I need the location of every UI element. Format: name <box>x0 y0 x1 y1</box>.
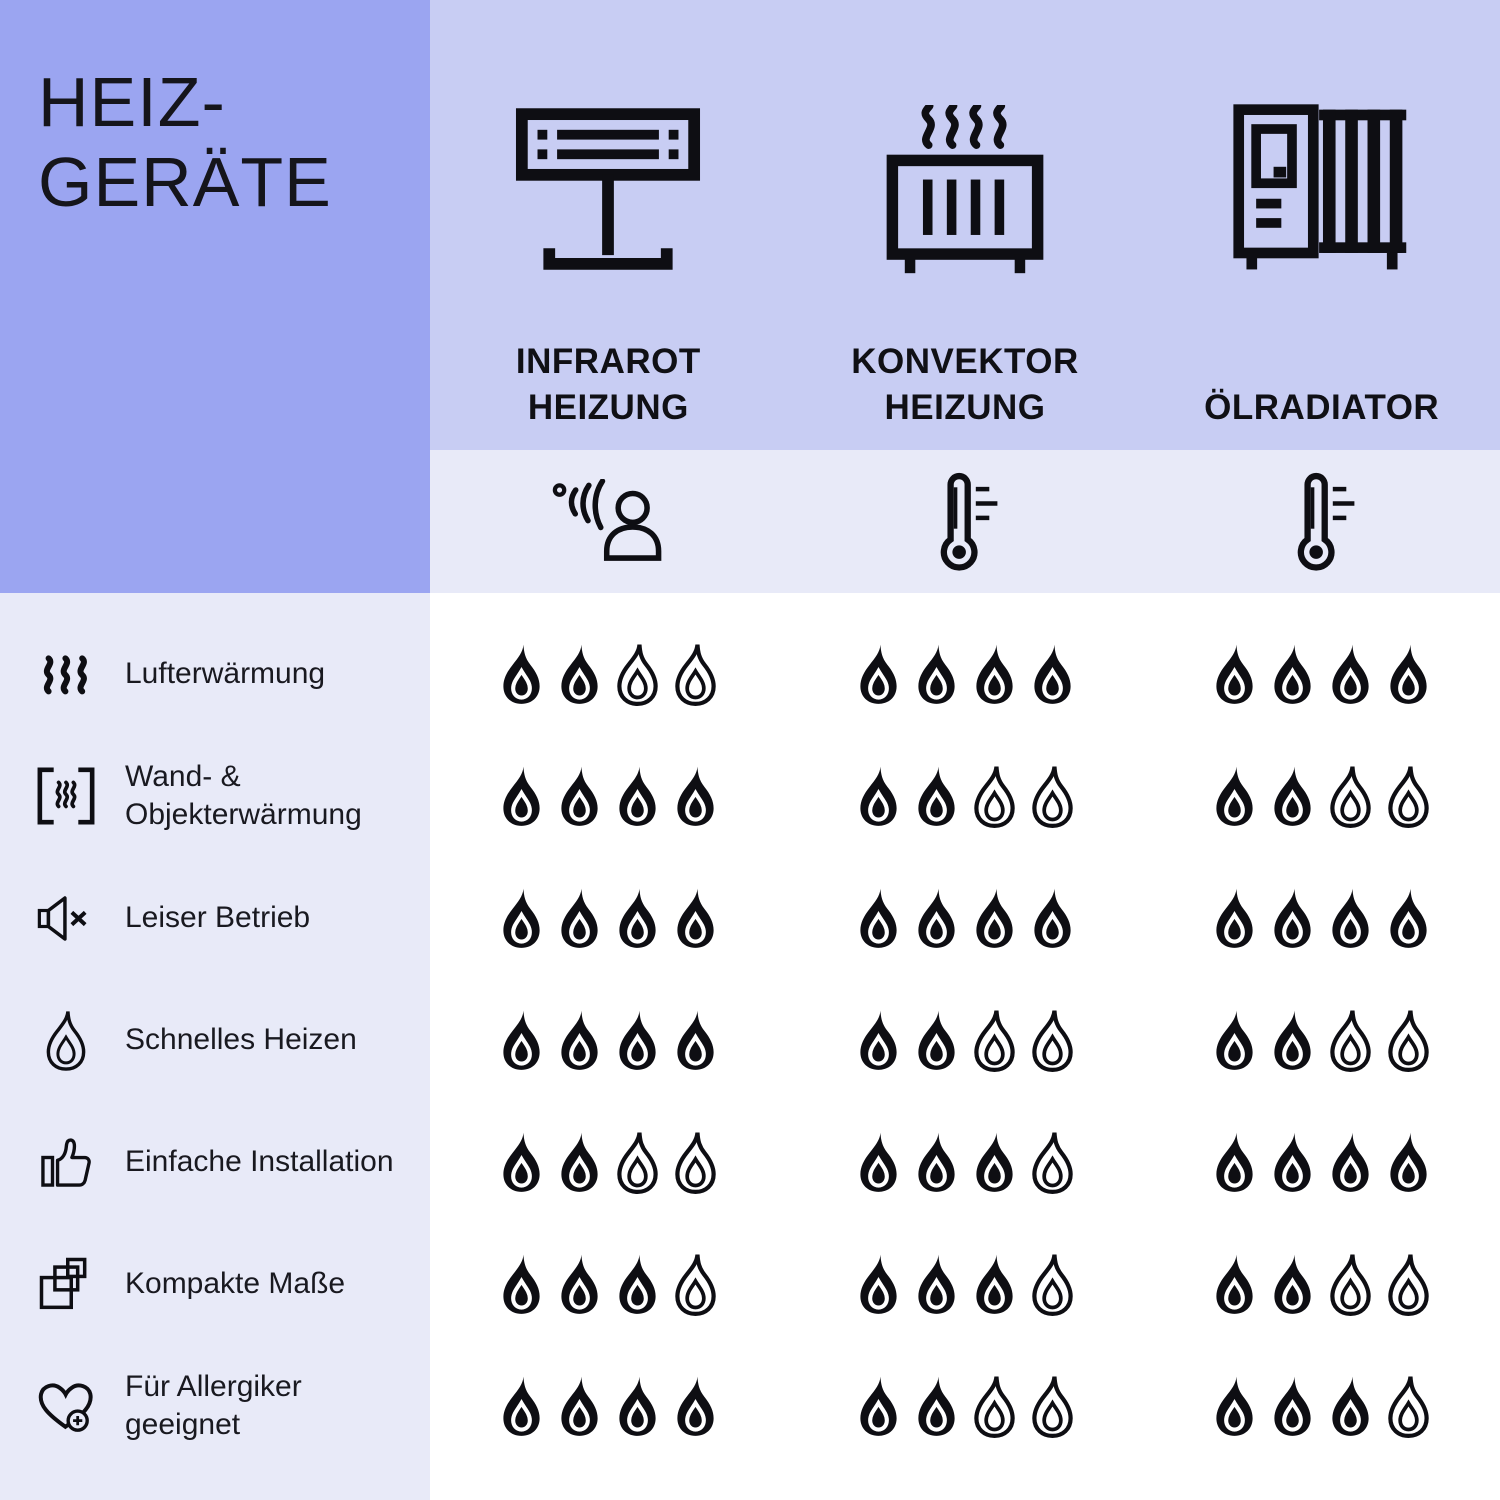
flame-filled-icon <box>614 1009 661 1072</box>
flame-filled-icon <box>556 643 603 706</box>
rating-cell-col-2 <box>787 1253 1144 1316</box>
feature-label-cell <box>0 894 430 943</box>
flame-filled-icon <box>1269 1375 1316 1438</box>
feature-label-line: Wand- & <box>125 760 241 793</box>
flame-empty-icon <box>1385 1253 1432 1316</box>
flame-filled-icon <box>1211 643 1258 706</box>
flame-filled-icon <box>498 643 545 706</box>
flame-filled-icon <box>614 1253 661 1316</box>
rating-cell-col-2 <box>787 643 1144 706</box>
product-label <box>516 335 701 431</box>
flame-filled-icon <box>913 1131 960 1194</box>
flame-filled-icon <box>498 765 545 828</box>
flame-filled-icon <box>855 887 902 950</box>
flame-empty-icon <box>1385 1009 1432 1072</box>
flame-empty-icon <box>614 643 661 706</box>
product-subicon-cell-1 <box>430 450 787 593</box>
flame-filled-icon <box>1327 1375 1374 1438</box>
feature-label-line: Für Allergiker <box>125 1370 302 1403</box>
rating-cell-col-1 <box>430 887 787 950</box>
rating-cell-col-3 <box>1143 887 1500 950</box>
rating-cell-col-3 <box>1143 1253 1500 1316</box>
feature-label <box>125 1368 302 1444</box>
feature-label <box>125 899 310 937</box>
rating-cell-col-2 <box>787 1375 1144 1438</box>
rating-cell-col-2 <box>787 1131 1144 1194</box>
product-header-band <box>430 0 1500 450</box>
flame-filled-icon <box>1385 643 1432 706</box>
feature-row <box>0 979 1500 1101</box>
flame-icon <box>43 1010 89 1071</box>
flame-filled-icon <box>498 1131 545 1194</box>
title-block <box>0 0 430 593</box>
flame-filled-icon <box>498 887 545 950</box>
feature-label-cell <box>0 1256 430 1312</box>
flame-empty-icon <box>1029 765 1076 828</box>
flame-filled-icon <box>1269 1253 1316 1316</box>
flame-filled-icon <box>1269 765 1316 828</box>
product-subicon-cell-3 <box>1143 450 1500 593</box>
flame-filled-icon <box>672 1375 719 1438</box>
flame-filled-icon <box>1211 1375 1258 1438</box>
radiant-heat-person-icon <box>551 479 665 564</box>
flame-filled-icon <box>855 765 902 828</box>
feature-label <box>125 655 325 693</box>
wall-object-heat-icon <box>34 766 98 826</box>
flame-empty-icon <box>971 1375 1018 1438</box>
flame-empty-icon <box>971 1009 1018 1072</box>
flame-filled-icon <box>672 887 719 950</box>
flame-empty-icon <box>971 765 1018 828</box>
flame-filled-icon <box>614 887 661 950</box>
feature-row <box>0 735 1500 857</box>
flame-filled-icon <box>1029 887 1076 950</box>
flame-filled-icon <box>855 1131 902 1194</box>
product-column-1 <box>430 0 787 450</box>
feature-row <box>0 1101 1500 1223</box>
flame-empty-icon <box>672 1253 719 1316</box>
product-label-line: INFRAROT <box>515 342 701 381</box>
product-label-line: ÖLRADIATOR <box>1204 388 1440 427</box>
product-label <box>1204 335 1439 431</box>
rating-cell-col-3 <box>1143 1375 1500 1438</box>
flame-filled-icon <box>971 1253 1018 1316</box>
flame-empty-icon <box>1029 1131 1076 1194</box>
rating-cell-col-2 <box>787 765 1144 828</box>
rating-cell-col-1 <box>430 765 787 828</box>
flame-filled-icon <box>1385 1131 1432 1194</box>
flame-empty-icon <box>672 643 719 706</box>
thermometer-icon <box>929 471 1001 572</box>
infrared-heater-icon <box>515 107 701 274</box>
flame-filled-icon <box>855 1375 902 1438</box>
flame-filled-icon <box>913 643 960 706</box>
flame-empty-icon <box>1029 1009 1076 1072</box>
flame-filled-icon <box>1269 643 1316 706</box>
feature-label-line: Objekterwärmung <box>125 798 362 831</box>
flame-filled-icon <box>971 1131 1018 1194</box>
feature-label-cell <box>0 758 430 834</box>
flame-empty-icon <box>1327 1253 1374 1316</box>
feature-icon-box <box>33 766 99 826</box>
feature-row <box>0 1223 1500 1345</box>
flame-filled-icon <box>672 1009 719 1072</box>
flame-filled-icon <box>1269 887 1316 950</box>
page-title-line-2: GERÄTE <box>38 143 332 221</box>
heart-plus-icon <box>34 1377 98 1436</box>
feature-icon-box <box>33 1135 99 1189</box>
feature-label-cell <box>0 1135 430 1189</box>
feature-label-line: Einfache Installation <box>125 1145 394 1178</box>
flame-filled-icon <box>1269 1009 1316 1072</box>
flame-filled-icon <box>1211 765 1258 828</box>
oil-radiator-icon <box>1230 99 1414 283</box>
flame-filled-icon <box>1269 1131 1316 1194</box>
rating-cell-col-3 <box>1143 765 1500 828</box>
flame-filled-icon <box>971 643 1018 706</box>
flame-filled-icon <box>855 1253 902 1316</box>
product-icon-box <box>515 88 701 293</box>
flame-filled-icon <box>672 765 719 828</box>
feature-label-line: Kompakte Maße <box>125 1267 346 1300</box>
flame-filled-icon <box>913 887 960 950</box>
rating-cell-col-1 <box>430 1009 787 1072</box>
flame-filled-icon <box>971 887 1018 950</box>
product-label <box>851 335 1079 431</box>
product-icon-box <box>879 88 1051 293</box>
flame-filled-icon <box>614 1375 661 1438</box>
flame-empty-icon <box>672 1131 719 1194</box>
feature-label <box>125 758 362 834</box>
flame-filled-icon <box>556 1009 603 1072</box>
flame-empty-icon <box>1385 1375 1432 1438</box>
flame-filled-icon <box>1211 1131 1258 1194</box>
flame-empty-icon <box>1327 765 1374 828</box>
feature-label <box>125 1143 394 1181</box>
flame-filled-icon <box>1327 643 1374 706</box>
flame-filled-icon <box>556 1375 603 1438</box>
flame-filled-icon <box>556 887 603 950</box>
flame-empty-icon <box>614 1131 661 1194</box>
flame-filled-icon <box>1327 1131 1374 1194</box>
flame-empty-icon <box>1327 1009 1374 1072</box>
product-label-line: HEIZUNG <box>884 388 1046 427</box>
product-subicon-band <box>430 450 1500 593</box>
product-subicon-cell-2 <box>787 450 1144 593</box>
flame-filled-icon <box>913 1009 960 1072</box>
feature-label-line: geeignet <box>125 1408 241 1441</box>
flame-filled-icon <box>498 1253 545 1316</box>
flame-filled-icon <box>556 1253 603 1316</box>
flame-empty-icon <box>1029 1375 1076 1438</box>
flame-empty-icon <box>1029 1253 1076 1316</box>
compact-size-icon <box>38 1256 94 1312</box>
flame-filled-icon <box>1029 643 1076 706</box>
flame-filled-icon <box>556 765 603 828</box>
flame-filled-icon <box>855 643 902 706</box>
feature-label-cell <box>0 1010 430 1071</box>
flame-filled-icon <box>1327 887 1374 950</box>
flame-filled-icon <box>498 1009 545 1072</box>
flame-empty-icon <box>1385 765 1432 828</box>
rating-cell-col-2 <box>787 1009 1144 1072</box>
convector-heater-icon <box>879 105 1051 277</box>
flame-filled-icon <box>913 1253 960 1316</box>
feature-label <box>125 1021 357 1059</box>
rating-cell-col-1 <box>430 643 787 706</box>
feature-label-cell <box>0 653 430 695</box>
heat-waves-icon <box>41 653 91 695</box>
flame-filled-icon <box>1211 1009 1258 1072</box>
flame-filled-icon <box>1211 887 1258 950</box>
rating-cell-col-1 <box>430 1131 787 1194</box>
flame-filled-icon <box>913 1375 960 1438</box>
flame-filled-icon <box>1385 887 1432 950</box>
page-title-line-1: HEIZ- <box>38 63 226 141</box>
flame-filled-icon <box>913 765 960 828</box>
rating-cell-col-3 <box>1143 1009 1500 1072</box>
rating-cell-col-3 <box>1143 1131 1500 1194</box>
rating-cell-col-3 <box>1143 643 1500 706</box>
feature-icon-box <box>33 1377 99 1436</box>
feature-icon-box <box>33 894 99 943</box>
product-icon-box <box>1230 88 1414 293</box>
feature-icon-box <box>33 1010 99 1071</box>
rating-cell-col-1 <box>430 1253 787 1316</box>
thumbs-up-icon <box>39 1135 93 1189</box>
feature-label <box>125 1265 345 1303</box>
rating-cell-col-2 <box>787 887 1144 950</box>
feature-label-line: Schnelles Heizen <box>125 1023 357 1056</box>
flame-filled-icon <box>614 765 661 828</box>
feature-label-line: Lufterwärmung <box>125 657 326 690</box>
page-title <box>38 62 332 222</box>
feature-row <box>0 613 1500 735</box>
feature-label-line: Leiser Betrieb <box>125 901 311 934</box>
feature-row <box>0 1345 1500 1467</box>
flame-filled-icon <box>1211 1253 1258 1316</box>
product-column-2 <box>787 0 1144 450</box>
thermometer-icon <box>1286 471 1358 572</box>
comparison-table <box>0 593 1500 1500</box>
feature-icon-box <box>33 1256 99 1312</box>
flame-filled-icon <box>498 1375 545 1438</box>
product-label-line: HEIZUNG <box>527 388 689 427</box>
rating-cell-col-1 <box>430 1375 787 1438</box>
muted-speaker-icon <box>36 894 96 943</box>
flame-filled-icon <box>855 1009 902 1072</box>
product-label-line: KONVEKTOR <box>851 342 1079 381</box>
product-column-3 <box>1143 0 1500 450</box>
feature-row <box>0 857 1500 979</box>
feature-label-cell <box>0 1368 430 1444</box>
flame-filled-icon <box>556 1131 603 1194</box>
feature-icon-box <box>33 653 99 695</box>
